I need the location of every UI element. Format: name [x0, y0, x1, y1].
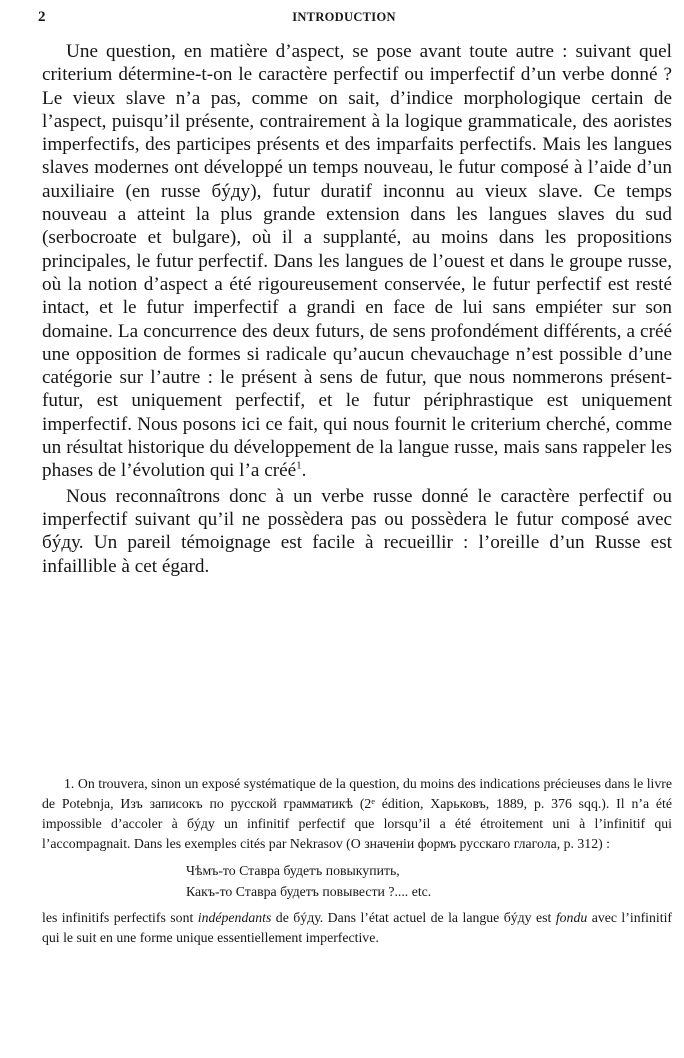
paragraph-1-end: . [301, 460, 307, 482]
page-header [38, 9, 650, 31]
paragraph-2: Nous reconnaîtrons donc à un verbe russe donné le caractère perfectif ou imperfectif suivant qu’il ne possèdera pas ou possèdera le futur composé avec бýду. Un pareil témoignage est facile à recueillir : l’oreille d’un Russe est infaillible à cet égard. [42, 485, 672, 577]
footnote-cont-1: les infinitifs perfectifs sont [42, 910, 198, 925]
quote-line-1: Чѣмъ-то Ставра будетъ повыкупить, [186, 863, 400, 878]
footnote-quote [186, 860, 672, 902]
footnote-italic-1: indépendants [197, 910, 272, 925]
quote-line-2: Какъ-то Ставра будетъ повывести ?.... etc. [186, 884, 432, 899]
footnote-cont-2: de бýду. Dans l’état actuel de la langue бýду est [271, 910, 556, 925]
footnote-cont-3: avec l’infinitif qui le suit en une forme unique essentiellement imperfective. [42, 910, 673, 945]
footnote [42, 774, 672, 948]
footnote-continuation [42, 908, 672, 948]
footnote-reference: 1 [296, 459, 302, 472]
footnote-text: 1. On trouvera, sinon un exposé systématique de la question, du moins des indications précieuses dans le livre de Potebnja, Изъ записокъ по русской грамматикѣ (2ᵉ édition, Харьковъ, 1889, p. 376 sqq.). Il n’a été impossible d’accoler à бýду un infinitif perfectif que lorsqu’il a été étroitement uni à l’infinitif qui l’accompagnait. Dans les exemples cités par Nekrasov (О значенiи формъ русскаго глагола, p. 312) : [42, 776, 672, 851]
footnote-italic-2: fondu [555, 910, 588, 925]
running-title: INTRODUCTION [292, 10, 396, 24]
main-text [42, 40, 672, 578]
page-number: 2 [38, 9, 46, 25]
paragraph-1 [42, 40, 672, 483]
paragraph-1-text: Une question, en matière d’aspect, se pose avant toute autre : suivant quel criterium détermine-t-on le caractère perfectif ou imperfectif d’un verbe donné ? Le vieux slave n’a pas, comme on sait, d’indice morphologique certain de l’aspect, puisqu’il présente, contrairement à la logique grammaticale, des aoristes imperfectifs, des participes présents et des imparfaits perfectifs. Mais les langues slaves modernes ont développé un temps nouveau, le futur composé à l’aide d’un auxiliaire (en russe бýду), futur duratif inconnu au vieux slave. Ce temps nouveau a atteint la plus grande extension dans les langues slaves du sud (serbocroate et bulgare), où il a supplanté, au moins dans les propositions principales, le futur perfectif. Dans les langues de l’ouest et dans le groupe russe, où la notion d’aspect a été rigoureusement conservée, le futur perfectif est resté intact, et le futur imperfectif a grandi en face de lui sans empiéter sur son domaine. La concurrence des deux futurs, de sens profondément différents, a créé une opposition de formes si radicale qu’aucun chevauchage n’est possible d’une catégorie sur l’autre : le présent à sens de futur, que nous nommerons présent-futur, est uniquement perfectif, et le futur périphrastique est uniquement imperfectif. Nous posons ici ce fait, qui nous fournit le criterium cherché, comme un résultat historique du développement de la langue russe, mais sans rappeler les phases de l’évolution qui l’a créé [42, 41, 672, 482]
